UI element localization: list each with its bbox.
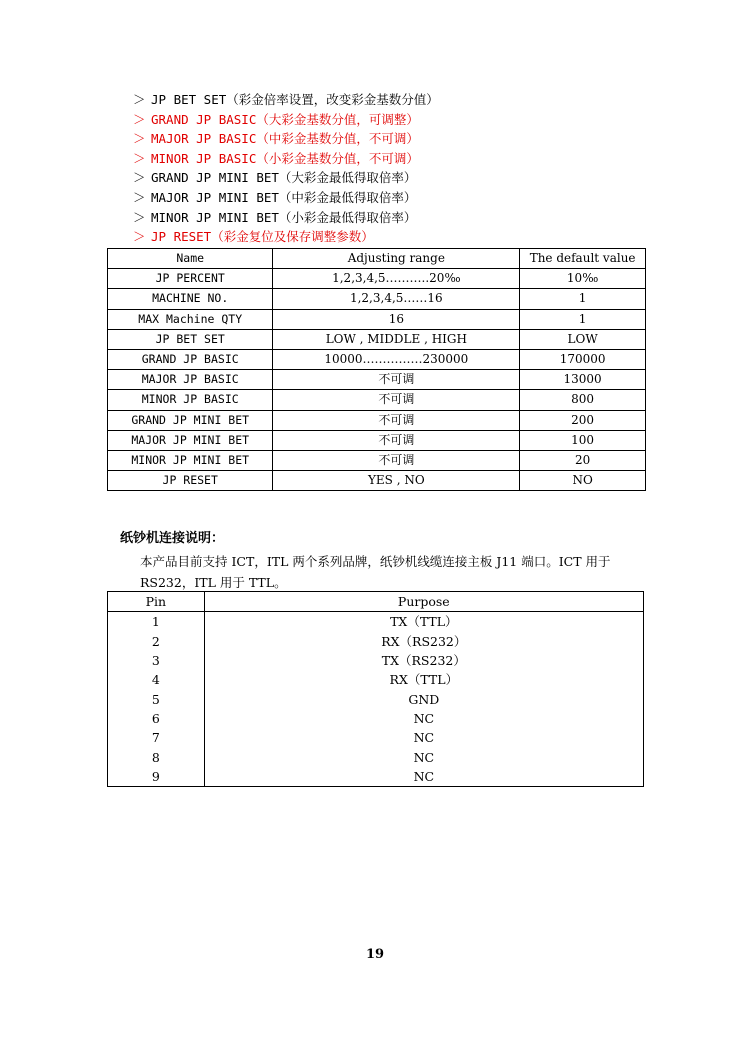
setting-range-cell: YES , NO [273, 471, 520, 491]
settings-item-text: MINOR JP MINI BET（小彩金最低得取倍率） [151, 209, 417, 225]
arrow-bullet-icon: ＞ [133, 209, 146, 225]
page-number: 19 [365, 947, 385, 962]
column-header-default: The default value [520, 249, 646, 269]
setting-range-cell: 10000……………230000 [273, 349, 520, 369]
settings-item-text: MINOR JP BASIC（小彩金基数分值，不可调） [151, 150, 419, 166]
setting-range-cell: LOW , MIDDLE , HIGH [273, 329, 520, 349]
setting-range-cell: 1,2,3,4,5………..20‰ [273, 269, 520, 289]
setting-range-cell: 不可调 [273, 370, 520, 390]
section-title: 纸钞机连接说明： [120, 531, 225, 546]
setting-default-cell: 800 [520, 390, 646, 410]
table-row [108, 612, 644, 632]
paragraph-line: 本产品目前支持 ICT，ITL 两个系列品牌，纸钞机线缆连接主板 J11 端口。ICT 用于 [140, 554, 611, 569]
column-header-range: Adjusting range [273, 249, 520, 269]
setting-name-cell: JP RESET [108, 471, 273, 491]
setting-name-cell: MINOR JP MINI BET [108, 450, 273, 470]
settings-item-text: MAJOR JP MINI BET（中彩金最低得取倍率） [151, 189, 417, 205]
pin-purpose-cell: NC [204, 767, 643, 787]
table-row [108, 670, 644, 689]
pin-number-cell: 5 [108, 689, 205, 708]
pin-purpose-cell: GND [204, 689, 643, 708]
setting-range-cell: 不可调 [273, 430, 520, 450]
table-row [108, 450, 646, 470]
setting-range-cell: 16 [273, 309, 520, 329]
table-row [108, 269, 646, 289]
column-header-name: Name [108, 249, 273, 269]
table-row [108, 410, 646, 430]
table-header-row [108, 249, 646, 269]
table-row [108, 430, 646, 450]
pin-number-cell: 6 [108, 709, 205, 728]
pin-number-cell: 9 [108, 767, 205, 787]
table-row [108, 289, 646, 309]
pin-number-cell: 2 [108, 632, 205, 651]
table-row [108, 471, 646, 491]
arrow-bullet-icon: ＞ [133, 111, 146, 127]
settings-item-text: JP RESET（彩金复位及保存调整参数） [151, 229, 374, 245]
setting-default-cell: 10‰ [520, 269, 646, 289]
setting-range-cell: 不可调 [273, 390, 520, 410]
setting-default-cell: LOW [520, 329, 646, 349]
pin-number-cell: 7 [108, 728, 205, 747]
table-row [108, 767, 644, 787]
setting-default-cell: 100 [520, 430, 646, 450]
table-row [108, 651, 644, 670]
pin-table [107, 591, 644, 787]
arrow-bullet-icon: ＞ [133, 150, 146, 166]
pin-purpose-cell: NC [204, 728, 643, 747]
settings-list-item [133, 227, 693, 247]
pin-purpose-cell: RX（RS232） [204, 632, 643, 651]
pin-purpose-cell: TX（RS232） [204, 651, 643, 670]
pin-purpose-cell: TX（TTL） [204, 612, 643, 632]
setting-name-cell: MAJOR JP BASIC [108, 370, 273, 390]
settings-item-text: MAJOR JP BASIC（中彩金基数分值，不可调） [151, 131, 419, 147]
arrow-bullet-icon: ＞ [133, 131, 146, 147]
setting-name-cell: MAX Machine QTY [108, 309, 273, 329]
settings-item-text: GRAND JP BASIC（大彩金基数分值，可调整） [151, 111, 419, 127]
setting-name-cell: MAJOR JP MINI BET [108, 430, 273, 450]
settings-item-text: GRAND JP MINI BET（大彩金最低得取倍率） [151, 170, 417, 186]
table-row [108, 329, 646, 349]
setting-name-cell: JP PERCENT [108, 269, 273, 289]
setting-default-cell: 20 [520, 450, 646, 470]
table-row [108, 689, 644, 708]
settings-list-item [133, 90, 693, 110]
setting-range-cell: 不可调 [273, 450, 520, 470]
table-row [108, 728, 644, 747]
column-header-pin: Pin [108, 592, 205, 612]
setting-default-cell: NO [520, 471, 646, 491]
setting-default-cell: 200 [520, 410, 646, 430]
settings-list-item [133, 188, 693, 208]
settings-list-item [133, 129, 693, 149]
pin-purpose-cell: NC [204, 709, 643, 728]
setting-range-cell: 1,2,3,4,5……16 [273, 289, 520, 309]
pin-number-cell: 3 [108, 651, 205, 670]
column-header-purpose: Purpose [204, 592, 643, 612]
table-row [108, 747, 644, 766]
setting-name-cell: JP BET SET [108, 329, 273, 349]
jp-settings-table [107, 248, 646, 491]
setting-name-cell: MACHINE NO. [108, 289, 273, 309]
pin-purpose-cell: NC [204, 747, 643, 766]
pin-number-cell: 8 [108, 747, 205, 766]
setting-name-cell: GRAND JP MINI BET [108, 410, 273, 430]
section-paragraph [140, 551, 640, 593]
table-row [108, 370, 646, 390]
setting-name-cell: GRAND JP BASIC [108, 349, 273, 369]
setting-name-cell: MINOR JP BASIC [108, 390, 273, 410]
arrow-bullet-icon: ＞ [133, 92, 146, 107]
table-row [108, 709, 644, 728]
setting-default-cell: 1 [520, 289, 646, 309]
settings-list [133, 90, 693, 247]
pin-number-cell: 4 [108, 670, 205, 689]
table-row [108, 349, 646, 369]
settings-list-item [133, 110, 693, 130]
paragraph-line: RS232，ITL 用于 TTL。 [140, 575, 287, 590]
table-row [108, 309, 646, 329]
setting-default-cell: 1 [520, 309, 646, 329]
settings-list-item [133, 208, 693, 228]
settings-list-item [133, 149, 693, 169]
arrow-bullet-icon: ＞ [133, 189, 146, 205]
table-row [108, 632, 644, 651]
pin-purpose-cell: RX（TTL） [204, 670, 643, 689]
setting-default-cell: 13000 [520, 370, 646, 390]
settings-item-text: JP BET SET（彩金倍率设置，改变彩金基数分值） [151, 92, 439, 107]
pin-number-cell: 1 [108, 612, 205, 632]
setting-default-cell: 170000 [520, 349, 646, 369]
table-header-row [108, 592, 644, 612]
table-row [108, 390, 646, 410]
settings-list-item [133, 168, 693, 188]
arrow-bullet-icon: ＞ [133, 229, 146, 245]
arrow-bullet-icon: ＞ [133, 170, 146, 186]
setting-range-cell: 不可调 [273, 410, 520, 430]
